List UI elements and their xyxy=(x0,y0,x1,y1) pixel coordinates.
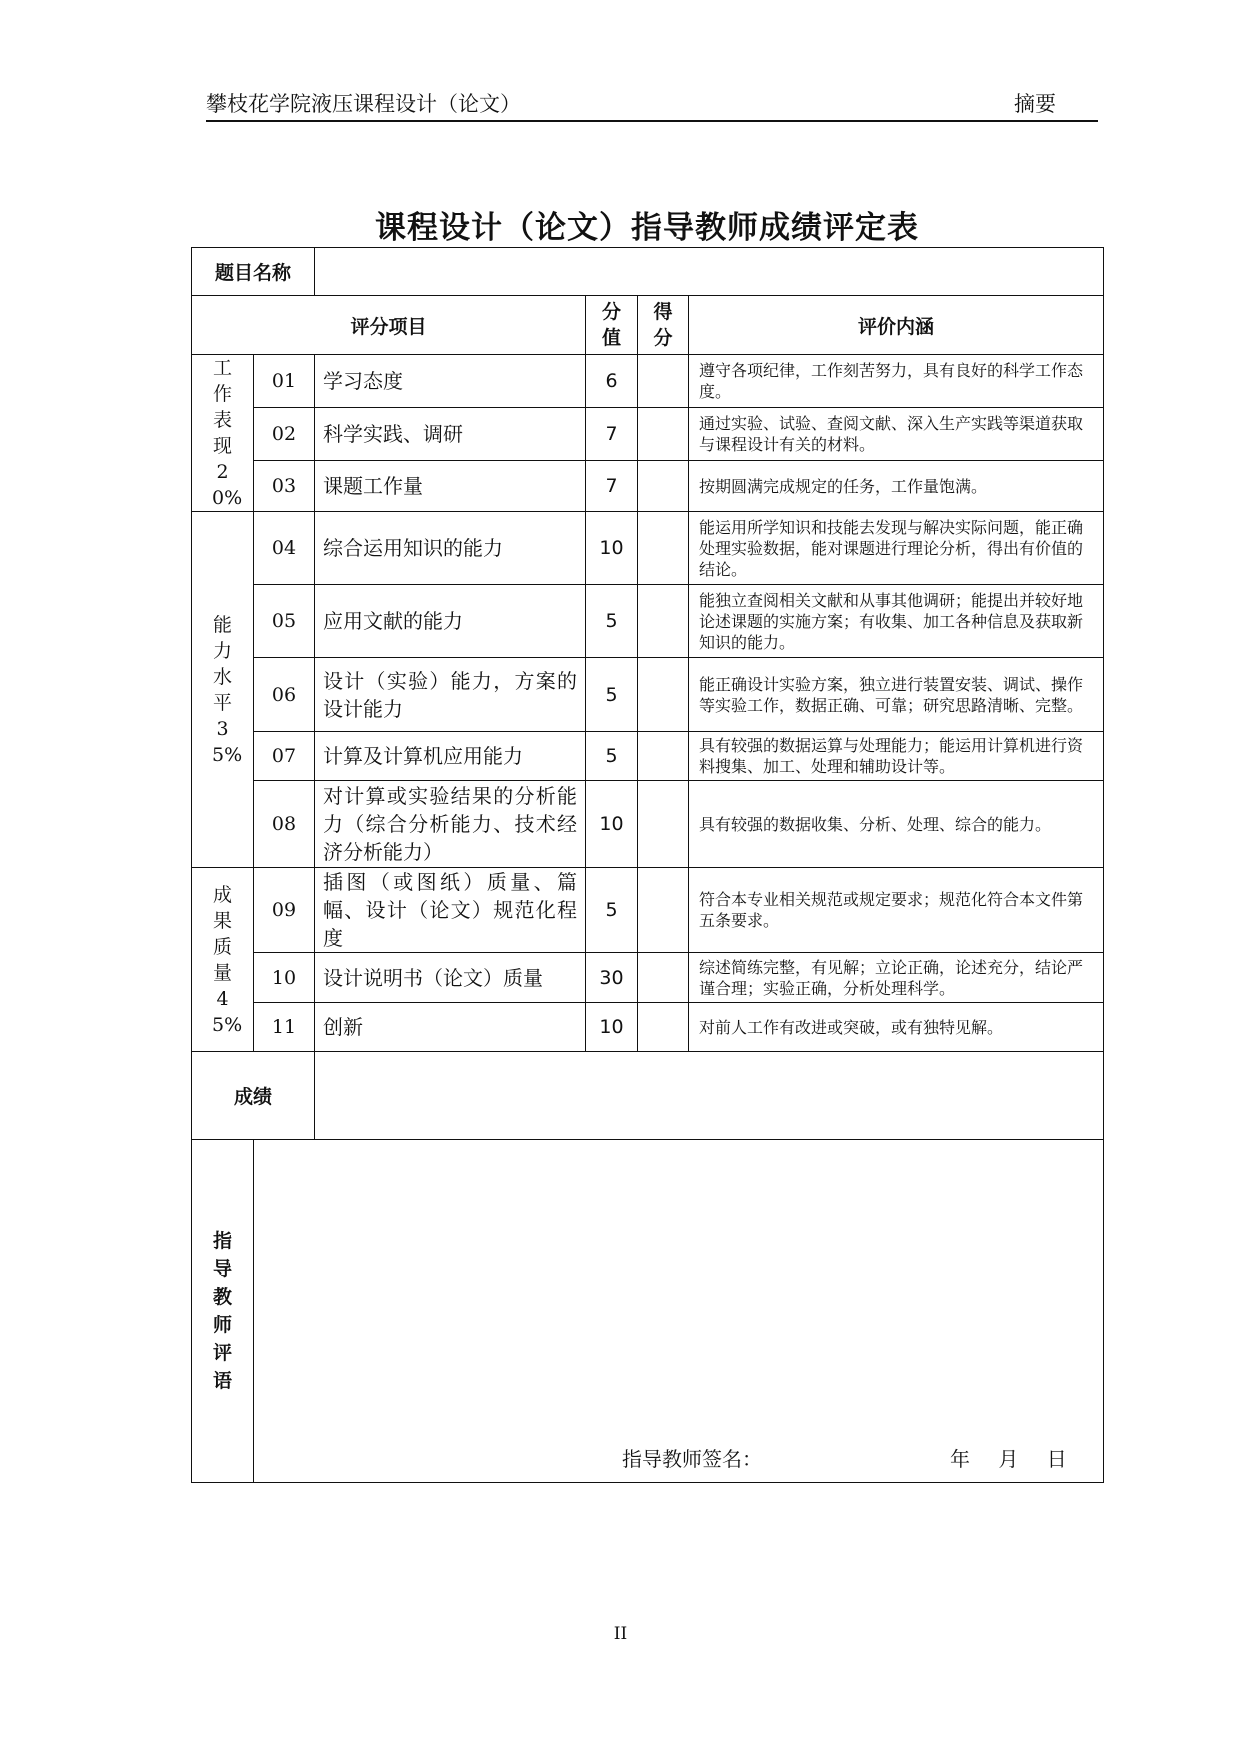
table-row xyxy=(192,658,1104,732)
row-points: 5 xyxy=(586,868,638,953)
row-item: 学习态度 xyxy=(315,355,586,408)
page-number: II xyxy=(613,1624,628,1644)
row-points: 5 xyxy=(586,732,638,781)
table-row xyxy=(192,781,1104,868)
row-desc: 遵守各项纪律，工作刻苦努力，具有良好的科学工作态度。 xyxy=(689,355,1104,408)
row-score-cell[interactable] xyxy=(638,658,689,732)
grade-label: 成绩 xyxy=(192,1052,315,1140)
row-item: 科学实践、调研 xyxy=(315,408,586,461)
comment-field[interactable] xyxy=(254,1140,1104,1483)
row-points: 6 xyxy=(586,355,638,408)
col-header-score xyxy=(638,296,689,355)
row-item: 创新 xyxy=(315,1003,586,1052)
row-number: 06 xyxy=(254,658,315,732)
row-score-cell[interactable] xyxy=(638,732,689,781)
comment-label-text: 指导教师评语 xyxy=(212,1230,232,1392)
category-label: 能力水平35% xyxy=(212,613,243,766)
row-points: 5 xyxy=(586,585,638,658)
row-number: 11 xyxy=(254,1003,315,1052)
row-points: 7 xyxy=(586,461,638,512)
table-row xyxy=(192,585,1104,658)
row-desc: 能正确设计实验方案，独立进行装置安装、调试、操作等实验工作，数据正确、可靠；研究思路清晰、完整。 xyxy=(689,658,1104,732)
row-score-cell[interactable] xyxy=(638,781,689,868)
table-row xyxy=(192,953,1104,1003)
category-label: 工作表现20% xyxy=(212,357,243,509)
row-score-cell[interactable] xyxy=(638,585,689,658)
row-desc: 通过实验、试验、查阅文献、深入生产实践等渠道获取与课程设计有关的材料。 xyxy=(689,408,1104,461)
table-row xyxy=(192,868,1104,953)
page-header xyxy=(206,86,1098,122)
row-item: 应用文献的能力 xyxy=(315,585,586,658)
table-row xyxy=(192,512,1104,585)
header-section: 摘要 xyxy=(1014,92,1056,116)
col-header-desc: 评价内涵 xyxy=(689,296,1104,355)
row-number: 04 xyxy=(254,512,315,585)
row-points: 10 xyxy=(586,1003,638,1052)
row-desc: 具有较强的数据运算与处理能力；能运用计算机进行资料搜集、加工、处理和辅助设计等。 xyxy=(689,732,1104,781)
table-row xyxy=(192,732,1104,781)
grade-table xyxy=(191,247,1104,1483)
row-score-cell[interactable] xyxy=(638,953,689,1003)
row-number: 07 xyxy=(254,732,315,781)
row-score-cell[interactable] xyxy=(638,868,689,953)
row-desc: 按期圆满完成规定的任务，工作量饱满。 xyxy=(689,461,1104,512)
row-item: 设计（实验）能力，方案的设计能力 xyxy=(315,658,586,732)
row-desc: 能独立查阅相关文献和从事其他调研；能提出并较好地论述课题的实施方案；有收集、加工各种信息及获取新知识的能力。 xyxy=(689,585,1104,658)
row-item: 插图（或图纸）质量、篇幅、设计（论文）规范化程度 xyxy=(315,868,586,953)
row-desc: 能运用所学知识和技能去发现与解决实际问题，能正确处理实验数据，能对课题进行理论分析，得出有价值的结论。 xyxy=(689,512,1104,585)
row-points: 5 xyxy=(586,658,638,732)
row-desc: 具有较强的数据收集、分析、处理、综合的能力。 xyxy=(689,781,1104,868)
comment-label xyxy=(192,1140,254,1483)
row-item: 综合运用知识的能力 xyxy=(315,512,586,585)
signature-label: 指导教师签名： xyxy=(622,1447,762,1471)
row-points: 30 xyxy=(586,953,638,1003)
category-ability-level xyxy=(192,512,254,868)
topic-field[interactable] xyxy=(315,248,1104,296)
topic-label: 题目名称 xyxy=(192,248,315,296)
row-number: 01 xyxy=(254,355,315,408)
col-header-points-text: 分值 xyxy=(602,301,622,349)
row-points: 10 xyxy=(586,512,638,585)
row-score-cell[interactable] xyxy=(638,355,689,408)
row-desc: 符合本专业相关规范或规定要求；规范化符合本文件第五条要求。 xyxy=(689,868,1104,953)
table-row xyxy=(192,355,1104,408)
row-score-cell[interactable] xyxy=(638,461,689,512)
grade-field[interactable] xyxy=(315,1052,1104,1140)
table-row xyxy=(192,461,1104,512)
category-label: 成果质量45% xyxy=(212,883,243,1036)
row-item: 设计说明书（论文）质量 xyxy=(315,953,586,1003)
table-row xyxy=(192,1003,1104,1052)
document-title: 课程设计（论文）指导教师成绩评定表 xyxy=(375,210,919,246)
row-points: 7 xyxy=(586,408,638,461)
col-header-points xyxy=(586,296,638,355)
row-number: 08 xyxy=(254,781,315,868)
row-score-cell[interactable] xyxy=(638,408,689,461)
row-score-cell[interactable] xyxy=(638,512,689,585)
category-result-quality xyxy=(192,868,254,1052)
row-number: 05 xyxy=(254,585,315,658)
row-item: 对计算或实验结果的分析能力（综合分析能力、技术经济分析能力） xyxy=(315,781,586,868)
row-desc: 综述简练完整，有见解；立论正确，论述充分，结论严谨合理；实验正确，分析处理科学。 xyxy=(689,953,1104,1003)
row-score-cell[interactable] xyxy=(638,1003,689,1052)
row-number: 10 xyxy=(254,953,315,1003)
row-points: 10 xyxy=(586,781,638,868)
row-item: 课题工作量 xyxy=(315,461,586,512)
row-number: 09 xyxy=(254,868,315,953)
col-header-item: 评分项目 xyxy=(192,296,586,355)
row-number: 03 xyxy=(254,461,315,512)
date-label: 年 月 日 xyxy=(950,1447,1067,1471)
col-header-score-text: 得分 xyxy=(653,301,673,349)
row-item: 计算及计算机应用能力 xyxy=(315,732,586,781)
row-number: 02 xyxy=(254,408,315,461)
category-work-performance xyxy=(192,355,254,512)
table-row xyxy=(192,408,1104,461)
row-desc: 对前人工作有改进或突破，或有独特见解。 xyxy=(689,1003,1104,1052)
header-title: 攀枝花学院液压课程设计（论文） xyxy=(206,92,521,116)
